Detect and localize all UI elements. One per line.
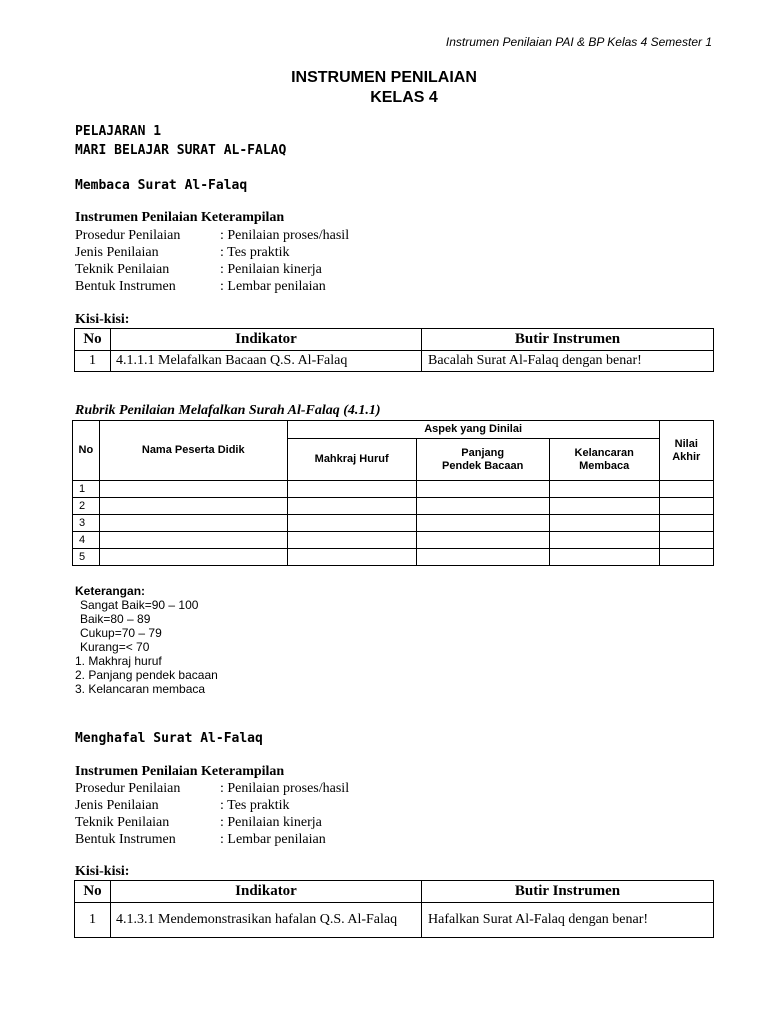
cell-nama	[99, 481, 287, 498]
cell-kelancaran	[549, 498, 659, 515]
cell-no: 1	[75, 351, 111, 372]
cell-indikator: 4.1.3.1 Mendemonstrasikan hafalan Q.S. Al-Falaq	[111, 903, 422, 938]
cell-kelancaran	[549, 549, 659, 566]
table-row	[73, 532, 714, 549]
kisi-kisi-label: Kisi-kisi:	[75, 312, 130, 327]
keterangan-item: 1. Makhraj huruf	[75, 654, 162, 668]
level-range: 80 – 89	[110, 612, 151, 626]
keterangan-level	[80, 598, 198, 612]
level-eq: =	[114, 626, 122, 640]
keterangan-level	[80, 626, 162, 640]
cell-no: 4	[73, 532, 100, 549]
info-value: : Lembar penilaian	[220, 279, 326, 294]
column-header-indikator: Indikator	[111, 881, 422, 903]
rubrik-title: Rubrik Penilaian Melafalkan Surah Al-Falaq (4.1.1)	[75, 403, 381, 418]
cell-kelancaran	[549, 515, 659, 532]
keterangan-label: Keterangan:	[75, 584, 146, 598]
table-row	[73, 481, 714, 498]
cell-indikator: 4.1.1.1 Melafalkan Bacaan Q.S. Al-Falaq	[111, 351, 422, 372]
info-row	[75, 227, 349, 244]
info-row	[75, 278, 326, 295]
info-label: Bentuk Instrumen	[75, 832, 176, 847]
info-value: : Penilaian kinerja	[220, 815, 322, 830]
cell-nilai	[659, 532, 713, 549]
column-header-no: No	[75, 329, 111, 351]
info-value: : Penilaian proses/hasil	[220, 228, 350, 243]
cell-mahkraj	[287, 498, 416, 515]
cell-nilai	[659, 481, 713, 498]
level-eq: =	[118, 640, 126, 654]
cell-nilai	[659, 515, 713, 532]
document-subtitle: KELAS 4	[370, 89, 438, 106]
keterangan-item: 2. Panjang pendek bacaan	[75, 668, 218, 682]
keterangan-level	[80, 612, 150, 626]
column-header-butir: Butir Instrumen	[422, 329, 714, 351]
column-header-mahkraj: Mahkraj Huruf	[287, 439, 416, 481]
running-header: Instrumen Penilaian PAI & BP Kelas 4 Semester 1	[445, 35, 712, 49]
column-header-kelancaran: Kelancaran Membaca	[549, 439, 659, 481]
level-name: Kurang	[80, 640, 119, 654]
info-label: Jenis Penilaian	[75, 245, 159, 260]
column-header-butir: Butir Instrumen	[422, 881, 714, 903]
cell-kelancaran	[549, 532, 659, 549]
info-row	[75, 244, 290, 261]
cell-mahkraj	[287, 481, 416, 498]
table-row	[73, 549, 714, 566]
keterangan-level	[80, 640, 149, 654]
kisi-kisi-table	[74, 880, 714, 938]
lesson-title: MARI BELAJAR SURAT AL-FALAQ	[75, 143, 287, 158]
section-heading-menghafal: Menghafal Surat Al-Falaq	[75, 731, 263, 746]
cell-kelancaran	[549, 481, 659, 498]
column-header-no: No	[75, 881, 111, 903]
info-value: : Penilaian kinerja	[220, 262, 322, 277]
cell-no: 5	[73, 549, 100, 566]
cell-panjang	[416, 498, 549, 515]
cell-no: 1	[73, 481, 100, 498]
cell-nama	[99, 498, 287, 515]
level-name: Cukup	[80, 626, 115, 640]
cell-mahkraj	[287, 549, 416, 566]
table-row	[73, 515, 714, 532]
level-eq: =	[103, 612, 111, 626]
level-eq: =	[144, 598, 152, 612]
cell-butir: Bacalah Surat Al-Falaq dengan benar!	[422, 351, 714, 372]
level-name: Baik	[80, 612, 104, 626]
info-row	[75, 797, 290, 814]
column-header-aspek: Aspek yang Dinilai	[287, 421, 659, 439]
info-label: Teknik Penilaian	[75, 262, 170, 277]
column-header-indikator: Indikator	[111, 329, 422, 351]
section-heading-membaca: Membaca Surat Al-Falaq	[75, 178, 248, 193]
rubrik-table	[72, 420, 714, 566]
document-title: INSTRUMEN PENILAIAN	[291, 69, 477, 86]
level-name: Sangat Baik	[80, 598, 145, 612]
info-row	[75, 814, 322, 831]
info-label: Prosedur Penilaian	[75, 781, 181, 796]
info-row	[75, 831, 326, 848]
info-value: : Penilaian proses/hasil	[220, 781, 350, 796]
cell-nilai	[659, 549, 713, 566]
info-label: Bentuk Instrumen	[75, 279, 176, 294]
cell-nama	[99, 515, 287, 532]
cell-panjang	[416, 532, 549, 549]
column-header-no: No	[73, 421, 100, 481]
cell-butir: Hafalkan Surat Al-Falaq dengan benar!	[422, 903, 714, 938]
info-value: : Lembar penilaian	[220, 832, 326, 847]
cell-nama	[99, 549, 287, 566]
kisi-kisi-table	[74, 328, 714, 372]
cell-panjang	[416, 549, 549, 566]
table-row	[75, 351, 714, 372]
cell-no: 3	[73, 515, 100, 532]
level-range: < 70	[125, 640, 150, 654]
cell-panjang	[416, 481, 549, 498]
column-header-nilai: Nilai Akhir	[659, 421, 713, 481]
info-value: : Tes praktik	[220, 798, 290, 813]
cell-no: 1	[75, 903, 111, 938]
level-range: 70 – 79	[121, 626, 162, 640]
cell-mahkraj	[287, 515, 416, 532]
info-label: Teknik Penilaian	[75, 815, 170, 830]
column-header-panjang: Panjang Pendek Bacaan	[416, 439, 549, 481]
cell-no: 2	[73, 498, 100, 515]
info-value: : Tes praktik	[220, 245, 290, 260]
cell-nama	[99, 532, 287, 549]
info-label: Jenis Penilaian	[75, 798, 159, 813]
column-header-nama: Nama Peserta Didik	[99, 421, 287, 481]
table-row	[75, 903, 714, 938]
info-label: Prosedur Penilaian	[75, 228, 181, 243]
cell-mahkraj	[287, 532, 416, 549]
info-row	[75, 261, 322, 278]
table-row	[73, 498, 714, 515]
cell-nilai	[659, 498, 713, 515]
keterangan-item: 3. Kelancaran membaca	[75, 682, 206, 696]
info-row	[75, 780, 349, 797]
kisi-kisi-label: Kisi-kisi:	[75, 864, 130, 879]
sub-heading-keterampilan: Instrumen Penilaian Keterampilan	[75, 764, 285, 779]
level-range: 90 – 100	[151, 598, 199, 612]
sub-heading-keterampilan: Instrumen Penilaian Keterampilan	[75, 210, 285, 225]
cell-panjang	[416, 515, 549, 532]
lesson-number: PELAJARAN 1	[75, 124, 162, 139]
